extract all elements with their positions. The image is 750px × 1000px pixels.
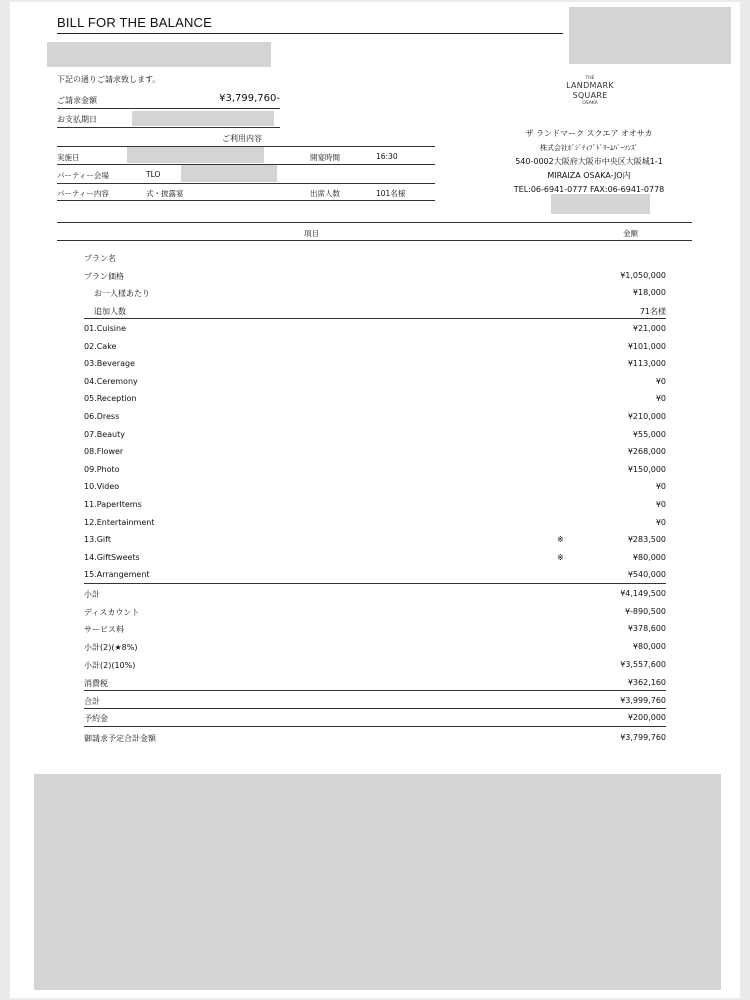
billing-amount-label: ご請求金額 (57, 96, 97, 105)
extra-people-label: 追加人数 (94, 307, 126, 316)
item-amount: ¥283,500 (627, 535, 666, 545)
item-mark: ※ (557, 535, 564, 545)
logo-the: THE (585, 76, 595, 81)
summary-label: サービス料 (84, 625, 124, 635)
title-underline (57, 33, 563, 34)
divider (84, 318, 666, 319)
divider (57, 127, 280, 128)
deposit-label: 予約金 (84, 714, 108, 723)
item-amount: ¥540,000 (627, 570, 666, 580)
logo-line1: LANDMARK (566, 81, 614, 90)
item-mark: ※ (557, 552, 564, 562)
intro-text: 下記の通りご請求致します。 (57, 75, 161, 84)
per-person-value: ¥18,000 (632, 288, 666, 297)
date-label: 実施日 (57, 153, 80, 162)
item-amount: ¥21,000 (632, 324, 666, 333)
item-label: 08.Flower (84, 447, 124, 457)
final-value: ¥3,799,760 (620, 733, 666, 742)
company-logo (555, 76, 625, 107)
summary-label: ディスカウント (84, 607, 140, 617)
redacted-venue (181, 165, 277, 182)
item-amount: ¥80,000 (632, 552, 666, 562)
final-label: 御請求予定合計金額 (84, 734, 156, 743)
item-label: 03.Beverage (84, 359, 135, 369)
billing-amount-value: ¥3,799,760- (219, 93, 280, 104)
company-tel-fax: TEL:06-6941-0777 FAX:06-6941-0778 (513, 185, 665, 194)
summary-amount: ¥80,000 (632, 642, 666, 652)
redacted-corner (569, 7, 731, 64)
item-label: 01.Cuisine (84, 324, 126, 333)
redacted-recipient (47, 42, 271, 67)
due-date-label: お支払期日 (57, 115, 97, 124)
item-label: 06.Dress (84, 412, 120, 421)
summary-amount: ¥4,149,500 (620, 589, 666, 598)
summary-amount: ¥3,557,600 (620, 659, 666, 669)
guests-value: 101名様 (376, 189, 406, 198)
content-label: パーティー内容 (57, 189, 109, 198)
summary-amount: ¥362,160 (627, 677, 666, 687)
redacted-company-extra (551, 194, 650, 214)
redacted-bottom-block (34, 774, 721, 990)
col-item-header: 項目 (304, 229, 319, 238)
divider (57, 200, 435, 201)
item-label: 10.Video (84, 482, 120, 492)
logo-line3: OSAKA (582, 101, 598, 106)
item-label: 02.Cake (84, 341, 117, 351)
company-info (488, 127, 690, 197)
summary-amount: ¥-890,500 (624, 606, 666, 616)
item-amount: ¥0 (655, 517, 666, 527)
total-value: ¥3,999,760 (620, 696, 666, 705)
summary-label: 小計(2)(10%) (84, 660, 136, 670)
item-label: 12.Entertainment (84, 517, 155, 527)
deposit-value: ¥200,000 (627, 713, 666, 722)
divider (84, 726, 666, 727)
item-amount: ¥210,000 (627, 412, 666, 421)
bill-page (10, 2, 740, 998)
start-time-label: 開宴時間 (310, 153, 340, 162)
per-person-label: お一人様あたり (94, 289, 150, 298)
company-address: 540-0002大阪府大阪市中央区大阪城1-1 (515, 157, 663, 166)
summary-label: 消費税 (84, 678, 108, 688)
item-amount: ¥0 (655, 482, 666, 492)
start-time-value: 16:30 (376, 152, 398, 161)
page-title: BILL FOR THE BALANCE (57, 15, 212, 30)
content-value: 式・披露宴 (146, 189, 184, 198)
item-label: 13.Gift (84, 535, 111, 545)
item-amount: ¥0 (655, 394, 666, 404)
item-label: 09.Photo (84, 464, 120, 474)
item-amount: ¥0 (655, 376, 666, 386)
col-amount-header: 金額 (623, 229, 638, 238)
guests-label: 出席人数 (310, 189, 340, 198)
item-label: 14.GiftSweets (84, 552, 140, 562)
item-label: 04.Ceremony (84, 376, 138, 386)
divider (84, 583, 666, 584)
company-corp: 株式会社ﾎﾞｼﾞﾃｨﾌﾞﾄﾞﾘｰﾑﾊﾟｰｿﾝｽﾞ (540, 144, 638, 152)
divider (57, 183, 435, 184)
table-top-line (57, 222, 692, 223)
divider (84, 690, 666, 691)
item-amount: ¥268,000 (627, 447, 666, 457)
summary-amount: ¥378,600 (627, 624, 666, 634)
item-amount: ¥0 (655, 500, 666, 509)
plan-name-label: プラン名 (84, 254, 116, 263)
venue-label: パーティー会場 (57, 171, 109, 180)
usage-heading: ご利用内容 (222, 134, 262, 143)
summary-label: 小計 (84, 590, 100, 599)
divider (84, 708, 666, 709)
item-label: 11.PaperItems (84, 500, 142, 509)
logo-line2: SQUARE (572, 91, 608, 100)
total-label: 合計 (84, 697, 100, 706)
divider (57, 108, 280, 109)
plan-price-label: プラン価格 (84, 272, 124, 281)
plan-price-value: ¥1,050,000 (620, 271, 666, 280)
table-header-line (57, 240, 692, 241)
item-amount: ¥101,000 (627, 341, 666, 351)
extra-people-value: 71名様 (639, 307, 666, 316)
item-label: 05.Reception (84, 394, 137, 404)
venue-value: TLO (146, 170, 161, 179)
company-building: MIRAIZA OSAKA-JO内 (547, 171, 631, 180)
redacted-date (127, 147, 264, 163)
item-label: 15.Arrangement (84, 570, 150, 580)
redacted-due-date (132, 111, 274, 126)
item-label: 07.Beauty (84, 429, 125, 439)
summary-label: 小計(2)(★8%) (84, 643, 138, 653)
item-amount: ¥150,000 (627, 464, 666, 474)
item-amount: ¥55,000 (632, 429, 666, 439)
item-amount: ¥113,000 (627, 359, 666, 369)
company-name: ザ ランドマーク スクエア オオサカ (525, 129, 653, 138)
